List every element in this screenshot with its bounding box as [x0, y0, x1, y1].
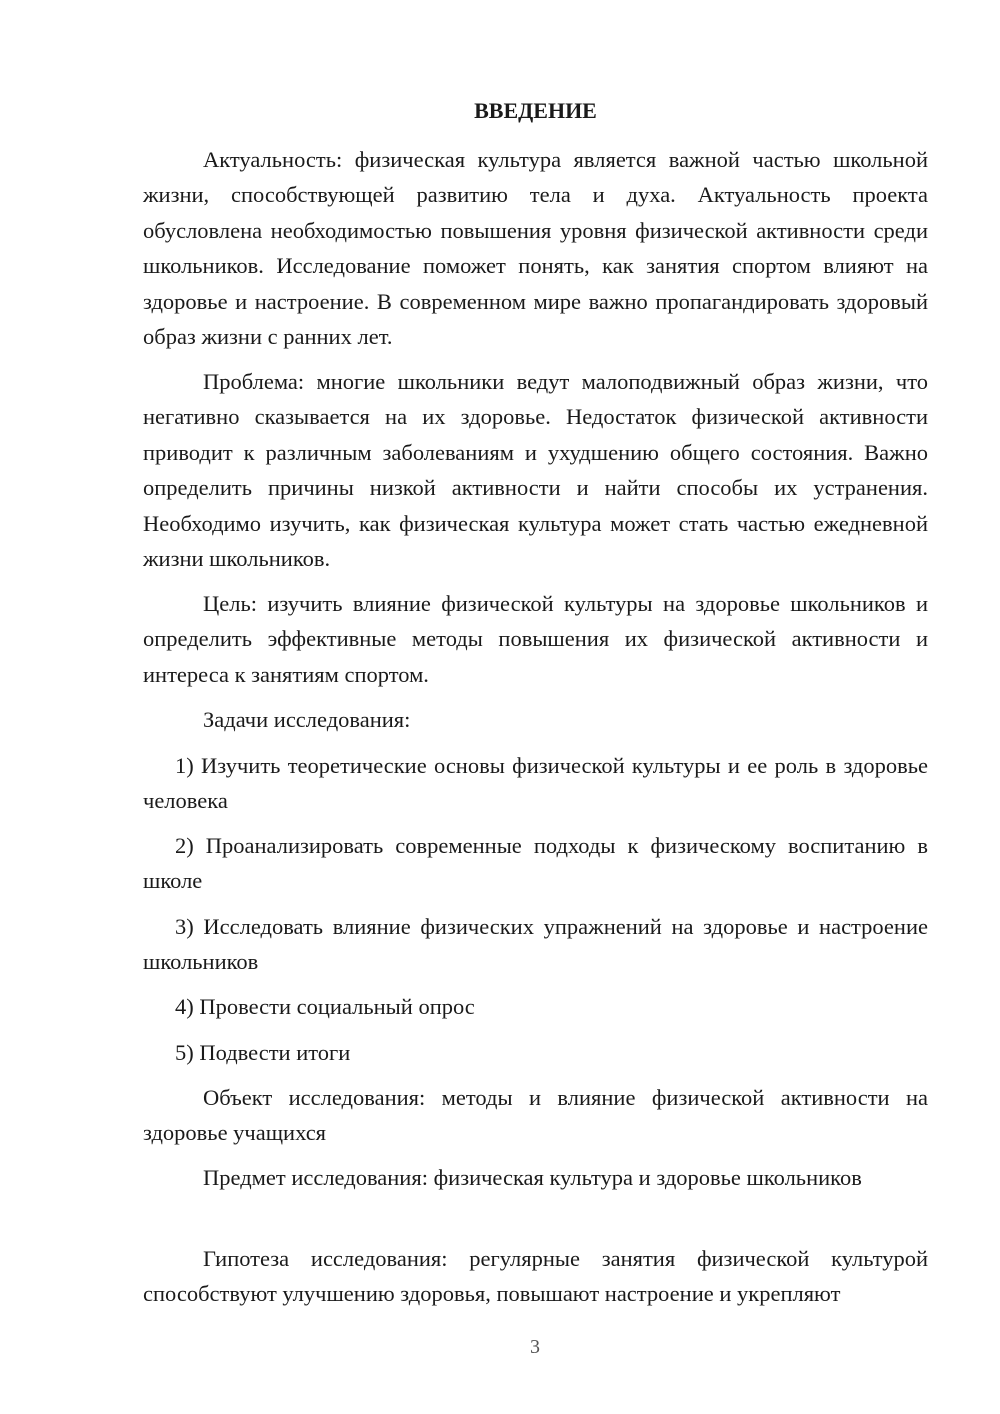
paragraph-hypothesis: Гипотеза исследования: регулярные занятия физической культурой способствуют улучшению здоровья, повышают настроение и укрепляют	[143, 1246, 928, 1307]
paragraph-subject: Предмет исследования: физическая культура и здоровье школьников	[203, 1165, 862, 1190]
task-item-3: 3) Исследовать влияние физических упражнений на здоровье и настроение школьников	[143, 914, 928, 975]
paragraph-object: Объект исследования: методы и влияние физической активности на здоровье учащихся	[143, 1085, 928, 1146]
task-item-4: 4) Провести социальный опрос	[175, 994, 475, 1019]
page-number: 3	[530, 1336, 540, 1358]
paragraph-problem: Проблема: многие школьники ведут малоподвижный образ жизни, что негативно сказывается на их здоровье. Недостаток физической активности приводит к различным заболеваниям и ухудшению общего состояния. Важно определить причины низкой активности и найти способы их устранения. Необходимо изучить, как физическая культура может стать частью ежедневной жизни школьников.	[143, 369, 928, 572]
page-title: ВВЕДЕНИЕ	[474, 98, 597, 123]
task-item-1: 1) Изучить теоретические основы физической культуры и ее роль в здоровье человека	[143, 753, 928, 814]
tasks-heading: Задачи исследования:	[203, 707, 411, 732]
paragraph-relevance: Актуальность: физическая культура является важной частью школьной жизни, способствующей развитию тела и духа. Актуальность проекта обусловлена необходимостью повышения уровня физической активности среди школьников. Исследование поможет понять, как занятия спортом влияют на здоровье и настроение. В современном мире важно пропагандировать здоровый образ жизни с ранних лет.	[143, 147, 928, 350]
paragraph-goal: Цель: изучить влияние физической культуры на здоровье школьников и определить эффективные методы повышения их физической активности и интереса к занятиям спортом.	[143, 591, 928, 687]
task-item-2: 2) Проанализировать современные подходы к физическому воспитанию в школе	[143, 833, 928, 894]
task-item-5: 5) Подвести итоги	[175, 1040, 351, 1065]
